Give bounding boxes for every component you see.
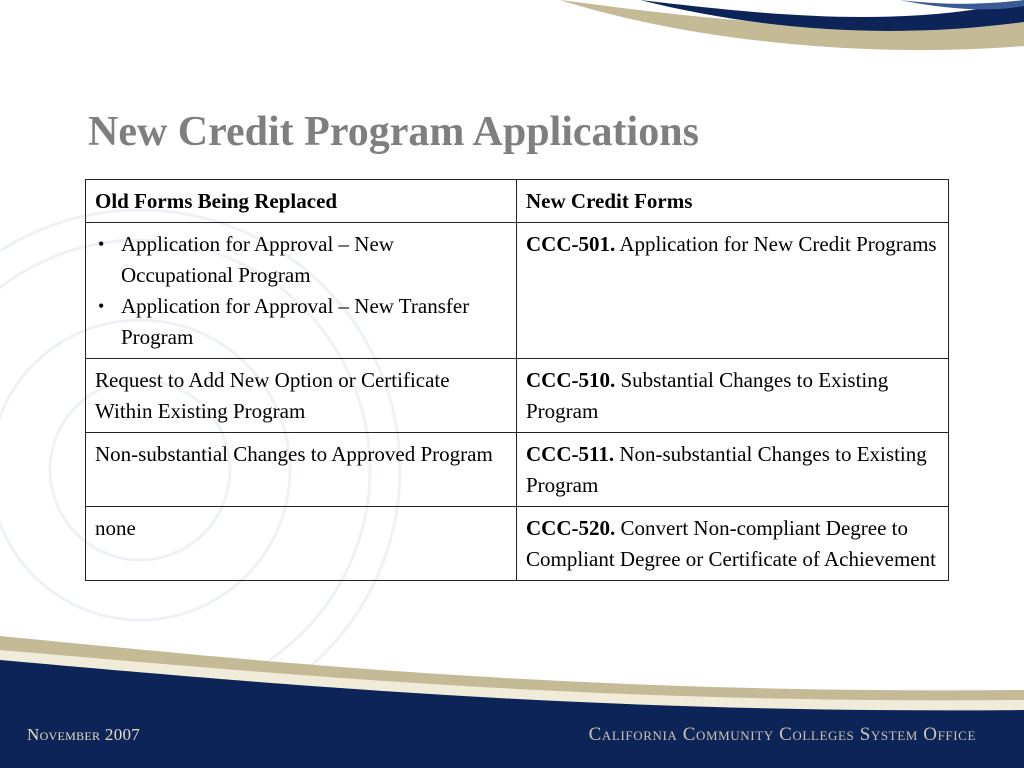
old-forms-cell: none — [86, 507, 517, 581]
footer-date: November 2007 — [27, 725, 141, 744]
list-item — [95, 229, 507, 291]
table-row — [86, 359, 949, 433]
footer-organization: California Community Colleges System Office — [588, 724, 976, 745]
list-item-text: Application for Approval – New Transfer Program — [121, 294, 470, 349]
column-header-old-forms: Old Forms Being Replaced — [86, 180, 517, 223]
slide-title: New Credit Program Applications — [88, 109, 699, 155]
table-row — [86, 223, 949, 359]
column-header-new-forms: New Credit Forms — [517, 180, 949, 223]
old-forms-list — [95, 229, 507, 353]
new-form-cell — [517, 359, 949, 433]
new-form-cell — [517, 433, 949, 507]
form-description: Application for New Credit Programs — [615, 232, 937, 256]
form-code: CCC-501. — [526, 232, 616, 256]
bullet-icon: • — [98, 234, 105, 254]
bottom-band-icon — [0, 636, 1024, 768]
new-form-cell — [517, 223, 949, 359]
list-item — [95, 291, 507, 353]
forms-comparison-table — [85, 179, 949, 581]
new-form-cell — [517, 507, 949, 581]
old-forms-cell — [86, 223, 517, 359]
table-row — [86, 433, 949, 507]
table-row — [86, 507, 949, 581]
form-code: CCC-511. — [526, 442, 615, 466]
form-code: CCC-520. — [526, 516, 616, 540]
bullet-icon: • — [98, 296, 105, 316]
form-code: CCC-510. — [526, 368, 616, 392]
list-item-text: Application for Approval – New Occupational Program — [121, 232, 394, 287]
table-header-row — [86, 180, 949, 223]
old-forms-cell: Request to Add New Option or Certificate Within Existing Program — [86, 359, 517, 433]
form-description: Non-substantial Changes to Existing Program — [526, 442, 927, 497]
form-description: Convert Non-compliant Degree to Compliant Degree or Certificate of Achievement — [526, 516, 936, 571]
form-description: Substantial Changes to Existing Program — [526, 368, 889, 423]
old-forms-cell: Non-substantial Changes to Approved Program — [86, 433, 517, 507]
top-swoosh-icon — [560, 0, 1024, 50]
